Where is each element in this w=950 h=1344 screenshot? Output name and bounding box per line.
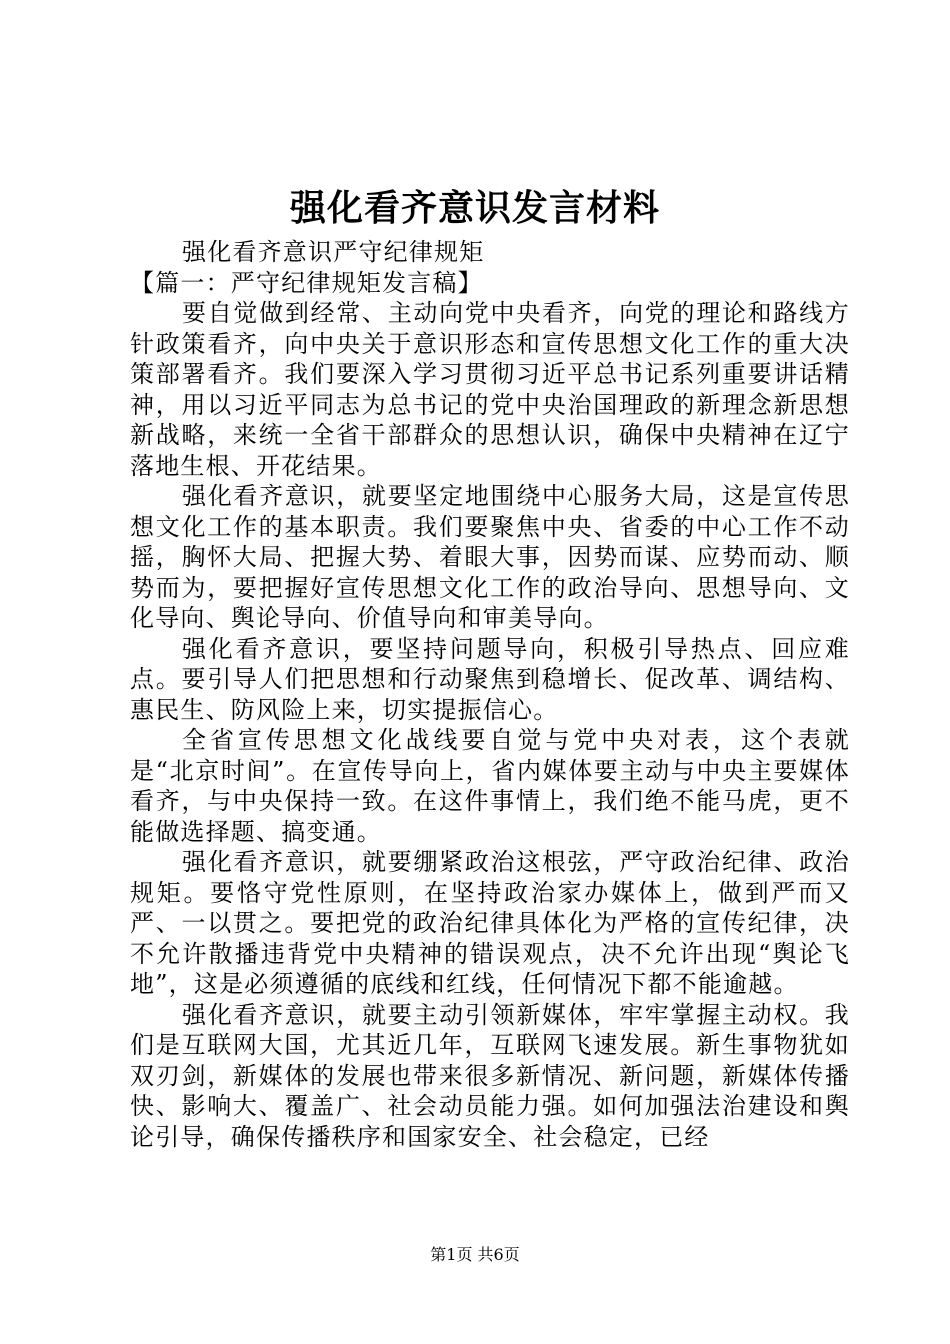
paragraph-4: 全省宣传思想文化战线要自觉与党中央对表，这个表就是“北京时间”。在宣传导向上，省内媒体要主动与中央主要媒体看齐，与中央保持一致。在这件事情上，我们绝不能马虎，更不能做选择题、搞变通。 <box>130 726 850 846</box>
document-body <box>130 237 850 1152</box>
paragraph-2: 强化看齐意识，就要坚定地围绕中心服务大局，这是宣传思想文化工作的基本职责。我们要聚焦中央、省委的中心工作不动摇，胸怀大局、把握大势、着眼大事，因势而谋、应势而动、顺势而为，要把握好宣传思想文化工作的政治导向、思想导向、文化导向、舆论导向、价值导向和审美导向。 <box>130 482 850 632</box>
paragraph-6: 强化看齐意识，就要主动引领新媒体，牢牢掌握主动权。我们是互联网大国，尤其近几年，互联网飞速发展。新生事物犹如双刃剑，新媒体的发展也带来很多新情况、新问题，新媒体传播快、影响大、覆盖广、社会动员能力强。如何加强法治建设和舆论引导，确保传播秩序和国家安全、社会稳定，已经 <box>130 1000 850 1151</box>
paragraph-5: 强化看齐意识，就要绷紧政治这根弦，严守政治纪律、政治规矩。要恪守党性原则，在坚持政治家办媒体上，做到严而又严、一以贯之。要把党的政治纪律具体化为严格的宣传纪律，决不允许散播违背党中央精神的错误观点，决不允许出现“舆论飞地”，这是必须遵循的底线和红线，任何情况下都不能逾越。 <box>130 848 850 998</box>
document-subtitle: 强化看齐意识严守纪律规矩 <box>182 238 485 266</box>
paragraph-3: 强化看齐意识，要坚持问题导向，积极引导热点、回应难点。要引导人们把思想和行动聚焦到稳增长、促改革、调结构、惠民生、防风险上来，切实提振信心。 <box>130 634 850 724</box>
document-title: 强化看齐意识发言材料 <box>289 187 660 229</box>
page-footer: 第1页 共6页 <box>430 1245 520 1264</box>
paragraph-1: 要自觉做到经常、主动向党中央看齐，向党的理论和路线方针政策看齐，向中央关于意识形态和宣传思想文化工作的重大决策部署看齐。我们要深入学习贯彻习近平总书记系列重要讲话精神，用以习近平同志为总书记的党中央治国理政的新理念新思想新战略，来统一全省干部群众的思想认识，确保中央精神在辽宁落地生根、开花结果。 <box>130 299 850 480</box>
section-heading: 【篇一：严守纪律规矩发言稿】 <box>130 268 483 297</box>
